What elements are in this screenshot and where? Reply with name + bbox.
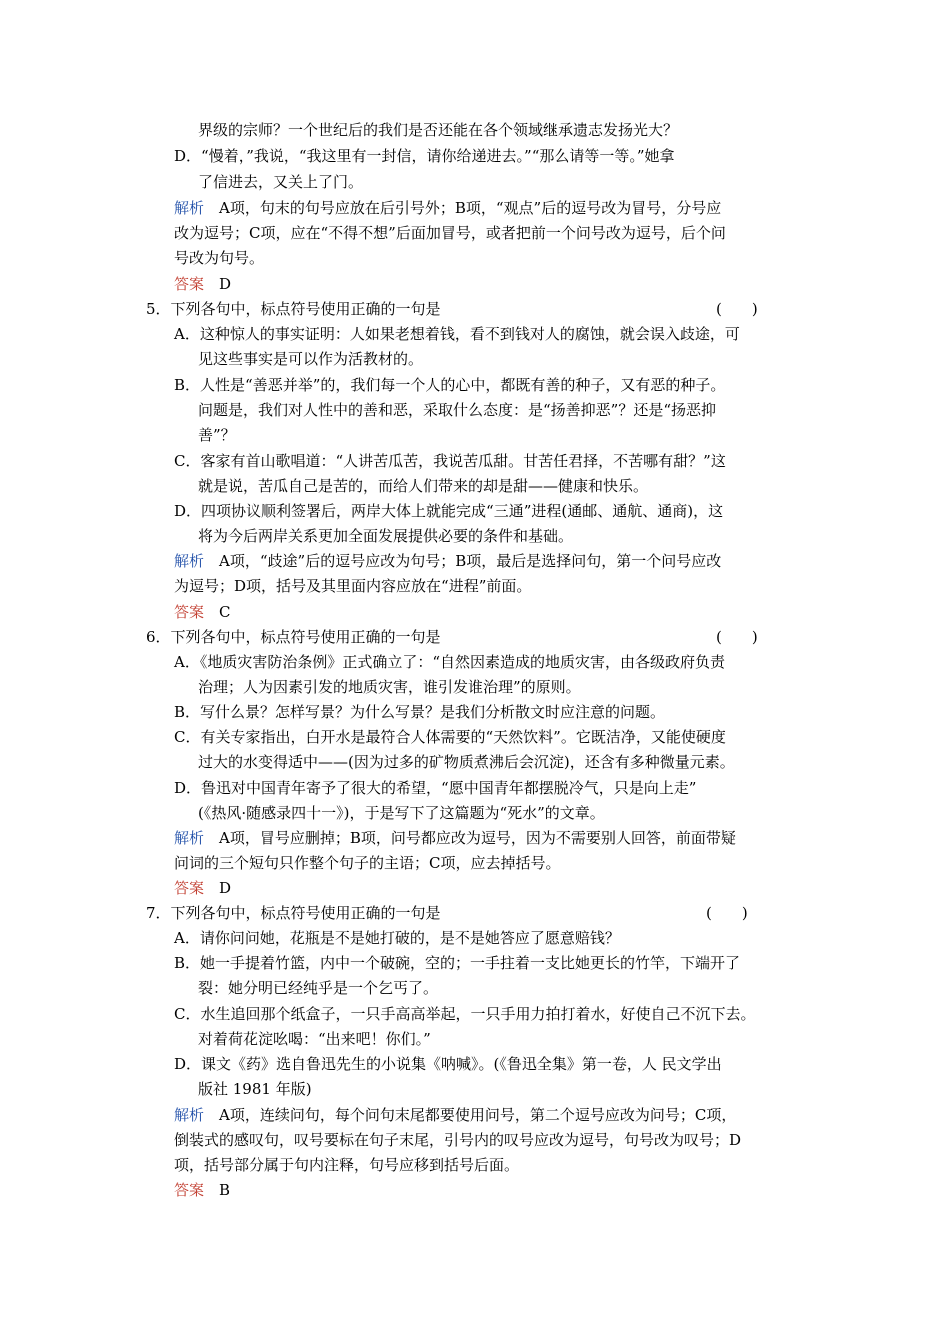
answer-label: 答案 [174,879,205,897]
answer-value: C [219,603,231,621]
analysis-text: A项，连续问句，每个问句末尾都要使用问号，第二个逗号应改为问号；C项， [219,1106,737,1124]
option-c: C．客家有首山歌唱道：“人讲苦瓜苦，我说苦瓜甜。甘苦任君择，不苦哪有甜？”这 [174,452,726,470]
answer-paren: ( ) [716,628,758,646]
option-a: A．请你问问她，花瓶是不是她打破的，是不是她答应了愿意赔钱？ [174,929,620,947]
option-b-continuation: 善”？ [198,426,236,444]
option-d: D．“慢着，”我说，“我这里有一封信，请你给递进去。”“那么请等一等。”她拿 [174,147,675,165]
answer-label: 答案 [174,603,205,621]
analysis-line [174,826,736,851]
analysis-continuation: 倒装式的感叹句，叹号要标在句子末尾，引号内的叹号应改为逗号，句号改为叹号；D [174,1131,742,1149]
analysis-text: A项，句末的句号应放在后引号外；B项，“观点”后的逗号改为冒号，分号应 [219,199,722,217]
answer-value: D [219,879,232,897]
analysis-text: A项，“歧途”后的逗号应改为句号；B项，最后是选择问句，第一个问号应改 [219,552,722,570]
option-a-continuation: 见这些事实是可以作为活教材的。 [198,350,424,368]
analysis-label: 解析 [174,199,205,217]
option-b: B．写什么景？怎样写景？为什么写景？是我们分析散文时应注意的问题。 [174,703,666,721]
option-c-continuation: 过大的水变得适中——(因为过多的矿物质煮沸后会沉淀)，还含有多种微量元素。 [198,753,735,771]
answer-line [174,600,231,625]
answer-value: D [219,275,232,293]
option-c-continuation: 对着荷花淀吆喝：“出来吧！你们。” [198,1030,431,1048]
question-stem: 6．下列各句中，标点符号使用正确的一句是 [146,628,441,646]
option-a-continuation: 治理；人为因素引发的地质灾害，谁引发谁治理”的原则。 [198,678,581,696]
option-b-continuation: 问题是，我们对人性中的善和恶，采取什么态度：是“扬善抑恶”？还是“扬恶抑 [198,401,717,419]
answer-line [174,272,231,297]
option-b: B．人性是“善恶并举”的，我们每一个人的心中，都既有善的种子，又有恶的种子。 [174,376,726,394]
answer-paren: ( ) [716,300,758,318]
answer-label: 答案 [174,275,205,293]
analysis-label: 解析 [174,829,205,847]
answer-label: 答案 [174,1181,205,1199]
analysis-line [174,196,721,221]
option-a: A．这种惊人的事实证明：人如果老想着钱，看不到钱对人的腐蚀，就会误入歧途，可 [174,325,740,343]
analysis-continuation: 问词的三个短句只作整个句子的主语；C项，应去掉括号。 [174,854,561,872]
analysis-line [174,549,721,574]
option-d: D．鲁迅对中国青年寄予了很大的希望，“愿中国青年都摆脱冷气，只是向上走” [174,779,697,797]
analysis-continuation: 改为逗号；C项，应在“不得不想”后面加冒号，或者把前一个问号改为逗号，后个问 [174,224,726,242]
analysis-line [174,1103,736,1128]
question-stem: 7．下列各句中，标点符号使用正确的一句是 [146,904,441,922]
analysis-text: A项，冒号应删掉；B项，问号都应改为逗号，因为不需要别人回答，前面带疑 [219,829,736,847]
analysis-continuation: 为逗号；D项，括号及其里面内容应放在“进程”前面。 [174,577,532,595]
option-c-continuation: 就是说，苦瓜自己是苦的，而给人们带来的却是甜——健康和快乐。 [198,477,649,495]
option-c: C．水生追回那个纸盒子，一只手高高举起，一只手用力拍打着水，好使自己不沉下去。 [174,1005,756,1023]
option-b: B．她一手提着竹篮，内中一个破碗，空的；一手拄着一支比她更长的竹竿，下端开了 [174,954,741,972]
option-d-continuation: 将为今后两岸关系更加全面发展提供必要的条件和基础。 [198,527,574,545]
option-a: A．《地质灾害防治条例》正式确立了：“自然因素造成的地质灾害，由各级政府负责 [174,653,726,671]
option-c: C．有关专家指出，白开水是最符合人体需要的“天然饮料”。它既洁净，又能使硬度 [174,728,726,746]
option-d-continuation: (《热风·随感录四十一》)，于是写下了这篇题为“死水”的文章。 [198,804,605,822]
option-d: D．四项协议顺利签署后，两岸大体上就能完成“三通”进程(通邮、通航、通商)，这 [174,502,724,520]
analysis-label: 解析 [174,1106,205,1124]
option-c-continuation: 界级的宗师？一个世纪后的我们是否还能在各个领域继承遗志发扬光大？ [198,121,679,139]
answer-line [174,1178,230,1203]
answer-paren: ( ) [706,904,748,922]
option-d: D．课文《药》选自鲁迅先生的小说集《呐喊》。(《鲁迅全集》第一卷，人 民文学出 [174,1055,722,1073]
option-b-continuation: 裂：她分明已经纯乎是一个乞丐了。 [198,979,439,997]
option-d-continuation: 了信进去，又关上了门。 [198,173,364,191]
analysis-continuation: 号改为句号。 [174,249,265,267]
analysis-label: 解析 [174,552,205,570]
analysis-continuation: 项，括号部分属于句内注释，句号应移到括号后面。 [174,1156,520,1174]
answer-line [174,876,231,901]
option-d-continuation: 版社 1981 年版) [198,1080,312,1098]
question-stem: 5．下列各句中，标点符号使用正确的一句是 [146,300,441,318]
answer-value: B [219,1181,231,1199]
